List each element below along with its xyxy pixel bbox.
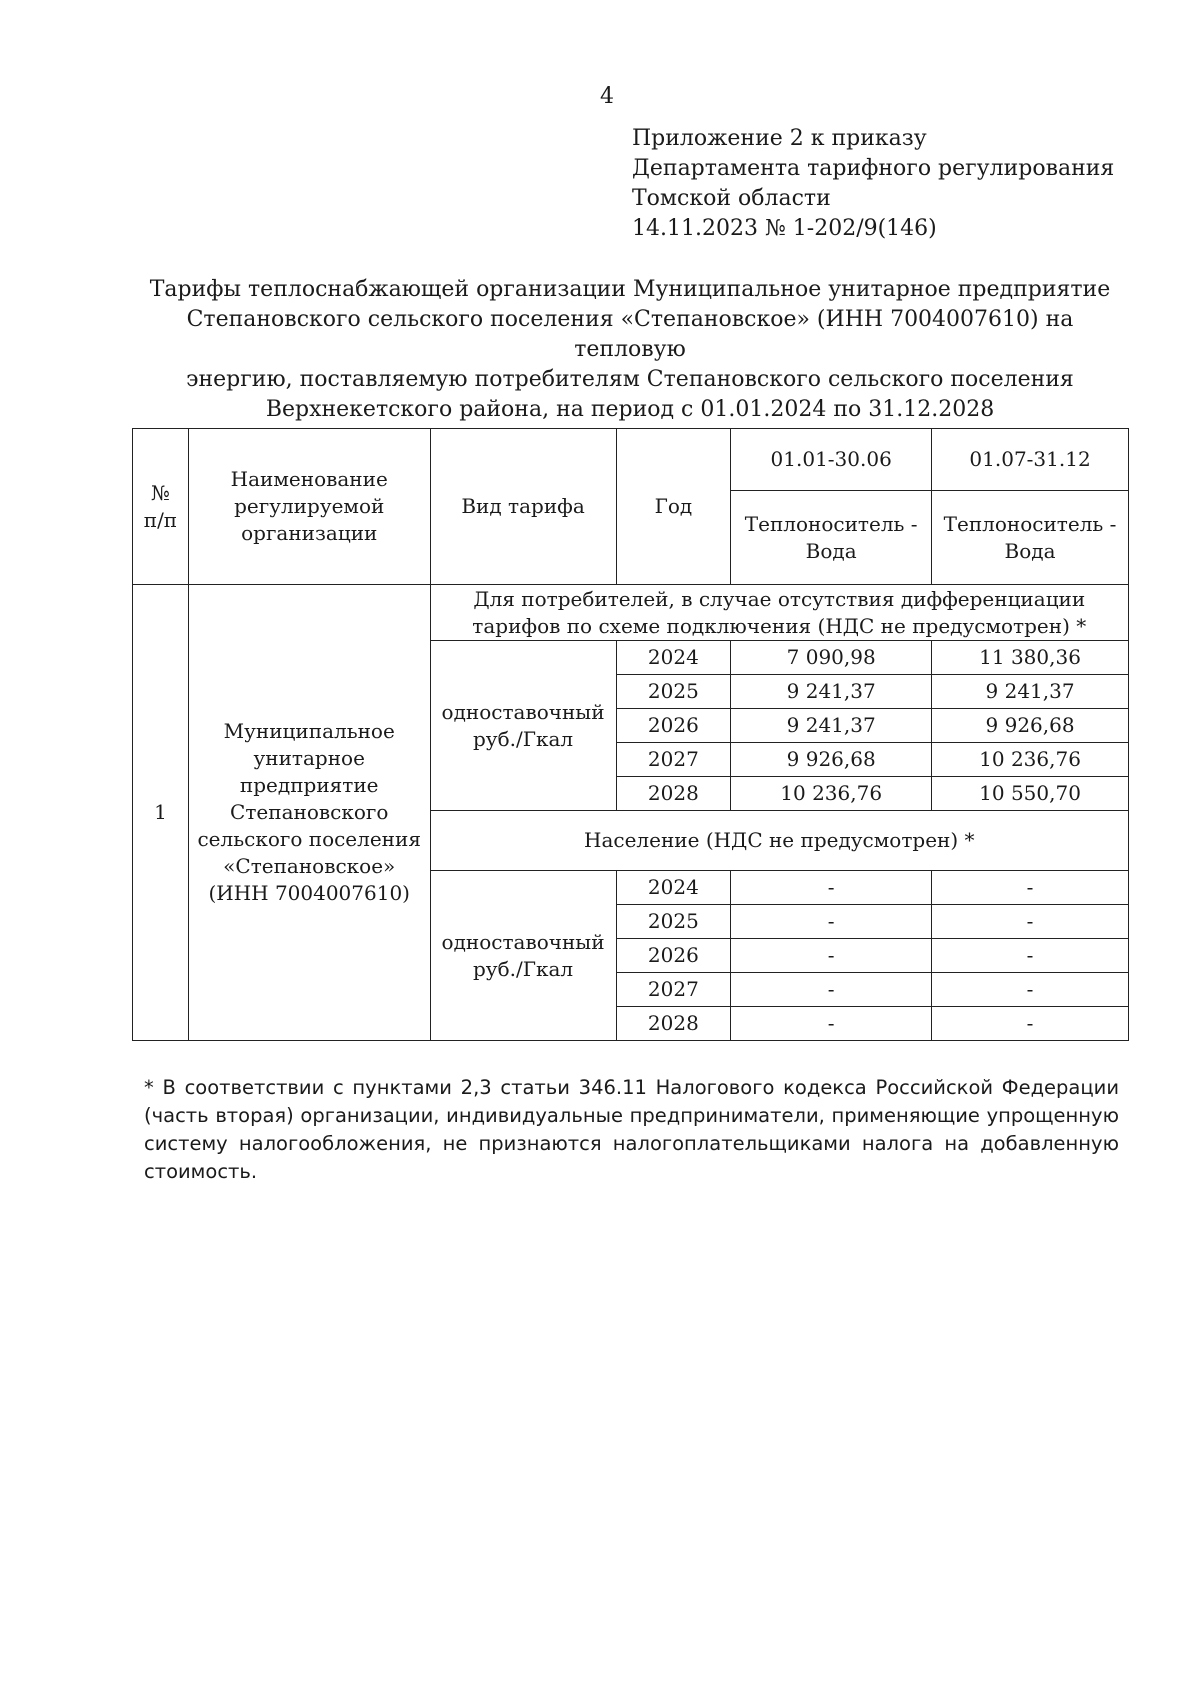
period-1-value: - xyxy=(731,905,932,939)
year-cell: 2025 xyxy=(616,905,731,939)
period-2-value: - xyxy=(932,973,1129,1007)
header-carrier-2-line-2: Вода xyxy=(1004,538,1056,563)
year-cell: 2027 xyxy=(616,973,731,1007)
appendix-line-1: Приложение 2 к приказу xyxy=(632,126,927,151)
year-cell: 2024 xyxy=(616,641,731,675)
period-1-value: 9 926,68 xyxy=(731,743,932,777)
header-row-1 xyxy=(133,429,1129,491)
organization-name xyxy=(188,585,430,1041)
org-line-3: предприятие xyxy=(239,773,379,797)
period-1-value: 9 241,37 xyxy=(731,675,932,709)
header-org-line-1: Наименование xyxy=(230,467,388,491)
header-number-line-2: п/п xyxy=(143,507,178,532)
year-cell: 2028 xyxy=(616,777,731,811)
period-1-value: 10 236,76 xyxy=(731,777,932,811)
year-cell: 2028 xyxy=(616,1007,731,1041)
title-line-3: энергию, поставляемую потребителям Степановского сельского поселения xyxy=(186,367,1074,392)
year-cell: 2026 xyxy=(616,709,731,743)
appendix-line-4: 14.11.2023 № 1-202/9(146) xyxy=(632,216,937,241)
period-2-value: - xyxy=(932,905,1129,939)
group-2-tariff-type xyxy=(430,871,616,1041)
period-1-value: - xyxy=(731,939,932,973)
group-1-title-line-1: Для потребителей, в случае отсутствия дифференциации xyxy=(473,586,1086,611)
group-1-title xyxy=(430,585,1128,641)
org-line-5: сельского поселения xyxy=(197,827,421,851)
period-1-value: 7 090,98 xyxy=(731,641,932,675)
period-2-value: 10 236,76 xyxy=(932,743,1129,777)
group-1-title-row xyxy=(133,585,1129,641)
year-cell: 2026 xyxy=(616,939,731,973)
org-line-4: Степановского xyxy=(230,800,389,824)
header-organization xyxy=(188,429,430,585)
period-2-value: - xyxy=(932,939,1129,973)
header-number xyxy=(133,429,189,585)
header-carrier-2-line-1: Теплоноситель - xyxy=(943,511,1117,536)
appendix-line-2: Департамента тарифного регулирования xyxy=(632,156,1115,181)
period-1-value: - xyxy=(731,871,932,905)
header-carrier-1-line-1: Теплоноситель - xyxy=(744,511,918,536)
group-1-tariff-line-2: руб./Гкал xyxy=(473,726,574,751)
period-2-value: 9 926,68 xyxy=(932,709,1129,743)
group-2-title: Население (НДС не предусмотрен) * xyxy=(430,811,1128,871)
title-line-4: Верхнекетского района, на период с 01.01.2024 по 31.12.2028 xyxy=(265,397,995,422)
appendix-reference xyxy=(632,124,1114,244)
document-title xyxy=(130,275,1130,425)
page-number: 4 xyxy=(600,84,614,109)
title-line-1: Тарифы теплоснабжающей организации Муниципальное унитарное предприятие xyxy=(149,277,1111,302)
header-org-line-2: регулируемой xyxy=(234,494,385,518)
org-line-1: Муниципальное xyxy=(223,719,395,743)
header-period-2: 01.07-31.12 xyxy=(932,429,1129,491)
tariff-table xyxy=(132,428,1129,1041)
group-1-title-line-2: тарифов по схеме подключения (НДС не предусмотрен) * xyxy=(472,613,1087,638)
row-number: 1 xyxy=(133,585,189,1041)
header-org-line-3: организации xyxy=(241,521,378,545)
period-2-value: - xyxy=(932,1007,1129,1041)
header-period-1: 01.01-30.06 xyxy=(731,429,932,491)
group-2-tariff-line-1: одноставочный xyxy=(441,929,605,954)
period-1-value: - xyxy=(731,1007,932,1041)
header-carrier-1-line-2: Вода xyxy=(805,538,857,563)
period-1-value: 9 241,37 xyxy=(731,709,932,743)
period-2-value: - xyxy=(932,871,1129,905)
header-number-line-1: № xyxy=(150,480,170,505)
header-tariff-type: Вид тарифа xyxy=(430,429,616,585)
group-1-tariff-line-1: одноставочный xyxy=(441,699,605,724)
group-2-tariff-line-2: руб./Гкал xyxy=(473,956,574,981)
period-1-value: - xyxy=(731,973,932,1007)
appendix-line-3: Томской области xyxy=(632,186,831,211)
year-cell: 2025 xyxy=(616,675,731,709)
year-cell: 2027 xyxy=(616,743,731,777)
header-carrier-1 xyxy=(731,491,932,585)
year-cell: 2024 xyxy=(616,871,731,905)
period-2-value: 9 241,37 xyxy=(932,675,1129,709)
header-year: Год xyxy=(616,429,731,585)
org-line-7: (ИНН 7004007610) xyxy=(208,881,410,905)
group-1-tariff-type xyxy=(430,641,616,811)
org-line-2: унитарное xyxy=(253,746,365,770)
period-2-value: 10 550,70 xyxy=(932,777,1129,811)
header-carrier-2 xyxy=(932,491,1129,585)
vat-footnote: * В соответствии с пунктами 2,3 статьи 346.11 Налогового кодекса Российской Федерации (часть вторая) организации, индивидуальные предприниматели, применяющие упрощенную систему налогообложения, не признаются налогоплательщиками налога на добавленную стоимость. xyxy=(144,1076,1119,1183)
org-line-6: «Степановское» xyxy=(223,854,396,878)
period-2-value: 11 380,36 xyxy=(932,641,1129,675)
title-line-2: Степановского сельского поселения «Степановское» (ИНН 7004007610) на тепловую xyxy=(186,307,1074,362)
